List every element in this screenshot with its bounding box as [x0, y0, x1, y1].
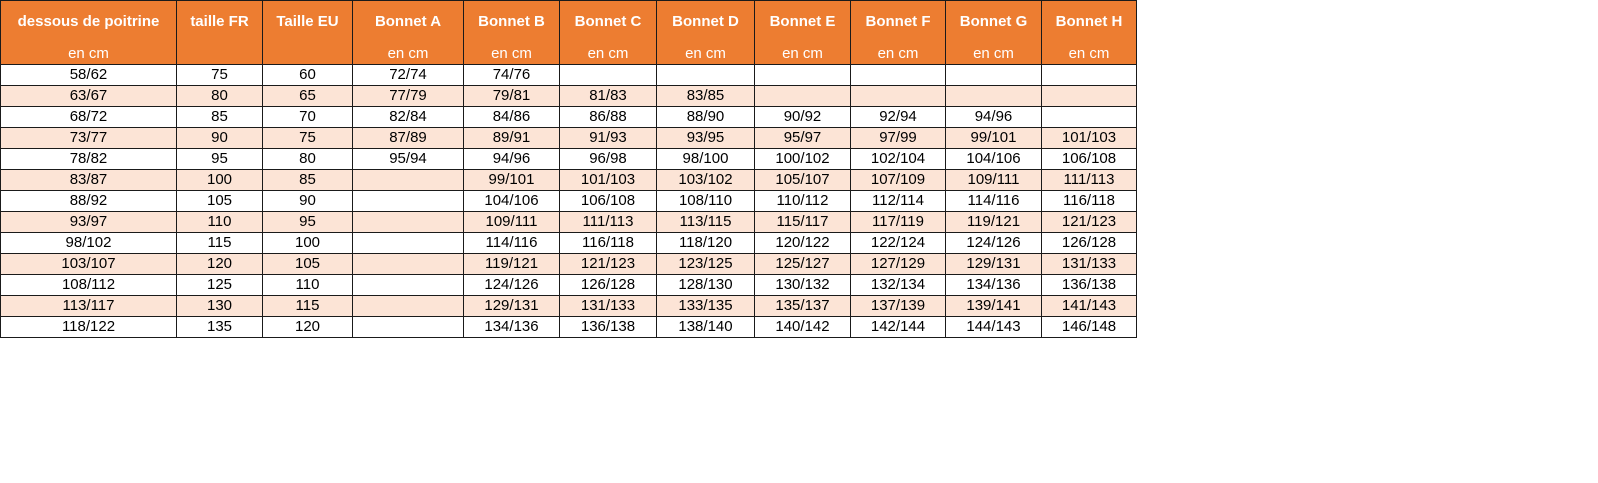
table-row [1, 191, 1137, 212]
table-row [1, 170, 1137, 191]
table-cell: 68/72 [1, 107, 177, 128]
table-cell [353, 170, 464, 191]
column-header-cup-d [657, 1, 755, 65]
table-cell: 87/89 [353, 128, 464, 149]
table-cell: 99/101 [464, 170, 560, 191]
table-cell: 110/112 [755, 191, 851, 212]
table-cell: 126/128 [560, 275, 657, 296]
table-cell: 112/114 [851, 191, 946, 212]
table-cell: 90 [177, 128, 263, 149]
table-cell: 98/102 [1, 233, 177, 254]
column-header-unit: en cm [685, 45, 726, 62]
table-cell: 135/137 [755, 296, 851, 317]
table-cell: 81/83 [560, 86, 657, 107]
table-cell: 108/112 [1, 275, 177, 296]
column-header-size-eu [263, 1, 353, 65]
column-header-cup-e [755, 1, 851, 65]
table-row [1, 317, 1137, 338]
table-cell [353, 212, 464, 233]
table-cell: 99/101 [946, 128, 1042, 149]
table-cell: 113/115 [657, 212, 755, 233]
table-row [1, 65, 1137, 86]
table-cell: 92/94 [851, 107, 946, 128]
table-cell: 127/129 [851, 254, 946, 275]
table-cell: 133/135 [657, 296, 755, 317]
column-header-title: Bonnet A [374, 13, 442, 30]
table-cell: 93/95 [657, 128, 755, 149]
column-header-title: taille FR [190, 13, 249, 30]
table-cell [755, 65, 851, 86]
table-cell: 115 [263, 296, 353, 317]
table-cell: 75 [263, 128, 353, 149]
column-header-title: Bonnet F [865, 13, 931, 30]
table-cell: 111/113 [1042, 170, 1137, 191]
table-cell: 110 [177, 212, 263, 233]
column-header-unit: en cm [782, 45, 823, 62]
table-header [1, 1, 1137, 65]
column-header-title: dessous de poitrine [17, 13, 160, 30]
column-header-cup-a [353, 1, 464, 65]
table-cell: 101/103 [1042, 128, 1137, 149]
table-cell: 118/122 [1, 317, 177, 338]
table-cell: 103/107 [1, 254, 177, 275]
table-cell: 104/106 [464, 191, 560, 212]
table-cell: 73/77 [1, 128, 177, 149]
column-header-unit: en cm [1068, 45, 1110, 62]
table-cell: 88/92 [1, 191, 177, 212]
column-header-title: Bonnet D [672, 13, 739, 30]
table-cell: 103/102 [657, 170, 755, 191]
table-cell: 115/117 [755, 212, 851, 233]
table-cell: 128/130 [657, 275, 755, 296]
table-cell: 95/94 [353, 149, 464, 170]
table-cell: 83/87 [1, 170, 177, 191]
table-cell: 74/76 [464, 65, 560, 86]
table-cell: 100 [263, 233, 353, 254]
table-cell: 136/138 [560, 317, 657, 338]
column-header-cup-h [1042, 1, 1137, 65]
table-cell: 130/132 [755, 275, 851, 296]
column-header-title: Bonnet C [574, 13, 642, 30]
table-cell: 109/111 [464, 212, 560, 233]
table-cell: 120 [263, 317, 353, 338]
column-header-unit: en cm [68, 45, 109, 62]
table-cell: 119/121 [464, 254, 560, 275]
column-header-unit: en cm [587, 45, 629, 62]
table-cell: 120 [177, 254, 263, 275]
table-cell: 88/90 [657, 107, 755, 128]
table-cell: 138/140 [657, 317, 755, 338]
table-cell: 121/123 [560, 254, 657, 275]
table-cell: 117/119 [851, 212, 946, 233]
table-row [1, 86, 1137, 107]
table-cell: 58/62 [1, 65, 177, 86]
table-cell: 97/99 [851, 128, 946, 149]
table-cell: 94/96 [946, 107, 1042, 128]
column-header-title: Bonnet G [959, 13, 1028, 30]
table-cell: 90 [263, 191, 353, 212]
table-cell: 146/148 [1042, 317, 1137, 338]
table-cell: 100 [177, 170, 263, 191]
table-cell: 129/131 [464, 296, 560, 317]
table-cell [657, 65, 755, 86]
table-cell: 85 [263, 170, 353, 191]
table-row [1, 128, 1137, 149]
column-header-title: Bonnet B [478, 13, 545, 30]
table-cell: 79/81 [464, 86, 560, 107]
table-cell: 94/96 [464, 149, 560, 170]
table-cell [353, 233, 464, 254]
table-cell: 124/126 [946, 233, 1042, 254]
table-cell: 90/92 [755, 107, 851, 128]
table-cell: 125/127 [755, 254, 851, 275]
table-cell: 119/121 [946, 212, 1042, 233]
table-cell: 120/122 [755, 233, 851, 254]
table-cell [851, 86, 946, 107]
column-header-unit: en cm [491, 45, 532, 62]
table-cell: 114/116 [464, 233, 560, 254]
column-header-title: Bonnet E [769, 13, 836, 30]
table-cell [353, 254, 464, 275]
table-cell: 95 [177, 149, 263, 170]
column-header-cup-f [851, 1, 946, 65]
table-row [1, 149, 1137, 170]
table-cell: 116/118 [560, 233, 657, 254]
table-cell: 122/124 [851, 233, 946, 254]
table-cell: 72/74 [353, 65, 464, 86]
column-header-cup-g [946, 1, 1042, 65]
table-cell: 142/144 [851, 317, 946, 338]
table-cell [353, 191, 464, 212]
table-cell: 135 [177, 317, 263, 338]
column-header-cup-b [464, 1, 560, 65]
table-cell: 85 [177, 107, 263, 128]
column-header-cup-c [560, 1, 657, 65]
table-cell: 80 [263, 149, 353, 170]
table-row [1, 107, 1137, 128]
table-cell: 75 [177, 65, 263, 86]
table-cell: 140/142 [755, 317, 851, 338]
table-cell: 110 [263, 275, 353, 296]
table-cell: 65 [263, 86, 353, 107]
table-row [1, 296, 1137, 317]
table-cell: 126/128 [1042, 233, 1137, 254]
table-cell: 134/136 [946, 275, 1042, 296]
table-cell: 104/106 [946, 149, 1042, 170]
table-cell: 77/79 [353, 86, 464, 107]
table-cell [1042, 107, 1137, 128]
table-cell: 96/98 [560, 149, 657, 170]
table-cell: 89/91 [464, 128, 560, 149]
table-cell: 130 [177, 296, 263, 317]
table-cell: 106/108 [560, 191, 657, 212]
table-cell [755, 86, 851, 107]
table-cell [353, 275, 464, 296]
bra-size-table [0, 0, 1137, 338]
table-cell: 124/126 [464, 275, 560, 296]
table-cell [851, 65, 946, 86]
table-cell: 101/103 [560, 170, 657, 191]
table-cell: 83/85 [657, 86, 755, 107]
table-cell: 91/93 [560, 128, 657, 149]
table-cell [946, 86, 1042, 107]
table-cell: 144/143 [946, 317, 1042, 338]
table-cell: 123/125 [657, 254, 755, 275]
table-body [1, 65, 1137, 338]
column-header-unit: en cm [387, 45, 429, 62]
table-cell: 95 [263, 212, 353, 233]
table-cell: 136/138 [1042, 275, 1137, 296]
table-cell: 105 [263, 254, 353, 275]
table-cell: 100/102 [755, 149, 851, 170]
table-cell [560, 65, 657, 86]
column-header-title: Bonnet H [1055, 13, 1123, 30]
table-cell: 63/67 [1, 86, 177, 107]
table-cell: 131/133 [1042, 254, 1137, 275]
table-cell: 98/100 [657, 149, 755, 170]
table-cell: 70 [263, 107, 353, 128]
table-cell: 114/116 [946, 191, 1042, 212]
table-cell: 108/110 [657, 191, 755, 212]
table-cell: 116/118 [1042, 191, 1137, 212]
table-cell: 93/97 [1, 212, 177, 233]
table-cell: 121/123 [1042, 212, 1137, 233]
table-row [1, 212, 1137, 233]
table-cell: 134/136 [464, 317, 560, 338]
column-header-underbust [1, 1, 177, 65]
table-cell [946, 65, 1042, 86]
table-cell: 102/104 [851, 149, 946, 170]
column-header-title: Taille EU [276, 13, 339, 30]
table-cell: 80 [177, 86, 263, 107]
column-header-unit: en cm [877, 45, 919, 62]
table-cell: 132/134 [851, 275, 946, 296]
table-cell: 139/141 [946, 296, 1042, 317]
table-row [1, 233, 1137, 254]
table-cell: 113/117 [1, 296, 177, 317]
table-cell: 60 [263, 65, 353, 86]
table-cell: 111/113 [560, 212, 657, 233]
table-cell: 106/108 [1042, 149, 1137, 170]
table-cell: 129/131 [946, 254, 1042, 275]
table-cell [1042, 86, 1137, 107]
table-row [1, 275, 1137, 296]
table-cell: 95/97 [755, 128, 851, 149]
column-header-size-fr [177, 1, 263, 65]
table-cell: 107/109 [851, 170, 946, 191]
table-row [1, 254, 1137, 275]
header-row [1, 1, 1137, 65]
table-cell: 78/82 [1, 149, 177, 170]
table-cell: 137/139 [851, 296, 946, 317]
table-cell: 131/133 [560, 296, 657, 317]
table-cell: 82/84 [353, 107, 464, 128]
table-cell [1042, 65, 1137, 86]
table-cell: 105 [177, 191, 263, 212]
column-header-unit: en cm [973, 45, 1014, 62]
table-cell: 84/86 [464, 107, 560, 128]
table-cell: 118/120 [657, 233, 755, 254]
table-cell: 109/111 [946, 170, 1042, 191]
table-cell: 141/143 [1042, 296, 1137, 317]
table-cell: 86/88 [560, 107, 657, 128]
table-cell [353, 317, 464, 338]
table-cell: 125 [177, 275, 263, 296]
table-cell: 105/107 [755, 170, 851, 191]
table-cell: 115 [177, 233, 263, 254]
table-cell [353, 296, 464, 317]
